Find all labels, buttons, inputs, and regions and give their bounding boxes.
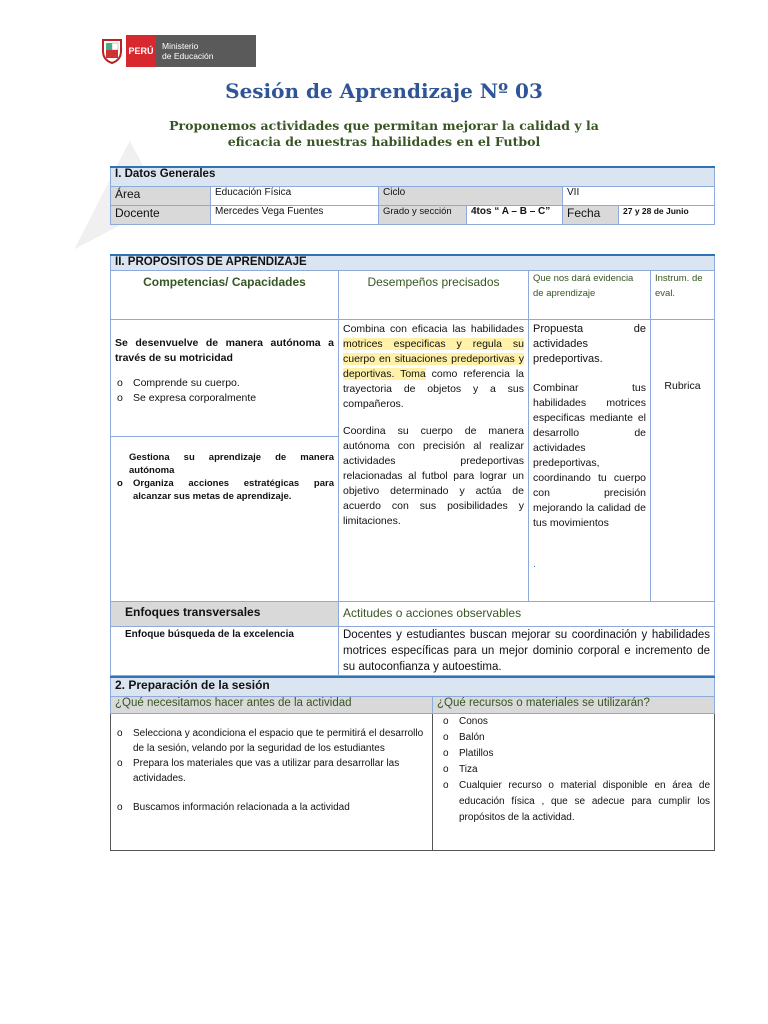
datos-generales-heading: I. Datos Generales — [111, 167, 715, 187]
ministry-name: Ministerio de Educación — [156, 35, 256, 67]
evidencia-text: Combinar tus habilidades motrices especificas mediante el desarrollo de actividades predeportivas, coordinando tu cuerpo con precisión mejorando la calidad de tus movimientos — [533, 382, 646, 529]
propositos-heading: II. PROPÓSITOS DE APRENDIZAJE — [111, 255, 715, 271]
enfoques-header: Enfoques transversales — [111, 602, 339, 627]
actitudes-header: Actitudes o acciones observables — [339, 602, 715, 627]
fecha-value: 27 y 28 de Junio — [619, 206, 715, 225]
peru-label: PERÚ — [126, 35, 156, 67]
fecha-label: Fecha — [563, 206, 619, 225]
desempeno-2: Coordina su cuerpo de manera autónoma con precisión al realizar actividades predeportivas relacionadas al futbol para lograr un objetivo determinado y actúa de acuerdo con sus posibilidades y limitaciones. — [343, 425, 524, 527]
antes-item: o Buscamos información relacionada a la actividad — [115, 800, 428, 815]
recurso-item: o Conos — [441, 714, 710, 730]
capacidad-item: o Organiza acciones estratégicas para alcanzar sus metas de aprendizaje. — [115, 477, 334, 503]
instrum-header: Instrum. de eval. — [651, 271, 715, 320]
recurso-item: o Cualquier recurso o material disponible en área de educación física , que se adecue para cumplir los propósitos de la actividad. — [441, 778, 710, 826]
highlighted-text: motrices especificas y regula su cuerpo en situaciones predeportivas y deportivas. Toma — [343, 338, 524, 380]
recurso-item: o Platillos — [441, 746, 710, 762]
recursos-header: ¿Qué recursos o materiales se utilizarán? — [433, 697, 715, 714]
antes-list — [115, 726, 428, 815]
antes-cell — [111, 714, 433, 851]
competencia-2-cell — [111, 437, 339, 602]
competencia-2-title: Gestiona su aprendizaje de manera autónoma — [129, 452, 334, 476]
recurso-item: o Balón — [441, 730, 710, 746]
actitud-value: Docentes y estudiantes buscan mejorar su coordinación y habilidades motrices específicas para un mejor dominio corporal e incremento de su autoconfianza y autoestima. — [339, 627, 715, 676]
preparacion-table — [110, 676, 715, 851]
competencia-1-capacidades — [115, 376, 334, 406]
capacidad-item: o Comprende su cuerpo. — [115, 376, 334, 391]
evidencia-cell — [529, 320, 651, 602]
competencia-1-title: Se desenvuelve de manera autónoma a través de su motricidad — [115, 337, 334, 364]
competencia-2-capacidades — [115, 477, 334, 503]
competencia-1-cell — [111, 320, 339, 437]
docente-label: Docente — [111, 206, 211, 225]
capacidad-item: o Se expresa corporalmente — [115, 391, 334, 406]
antes-item: o Prepara los materiales que vas a utilizar para desarrollar las actividades. — [115, 756, 428, 786]
area-value: Educación Física — [211, 187, 379, 206]
antes-item: o Selecciona y acondiciona el espacio que te permitirá el desarrollo de la sesión, velando por la seguridad de los estudiantes — [115, 726, 428, 756]
desempenos-cell: Combina con eficacia las habilidades motrices especificas y regula su cuerpo en situaciones predeportivas y deportivas. Toma como referencia la trayectoria de objetos y a sus compañeros. Coordina su cuerpo de manera autónoma con precisión al realizar actividades predeportivas relacionadas al futbol para lograr un objetivo determinado y actúa de acuerdo con sus posibilidades y limitaciones. — [339, 320, 529, 602]
desempenos-header: Desempeños precisados — [339, 271, 529, 320]
enfoque-value: Enfoque búsqueda de la excelencia — [111, 627, 339, 676]
antes-header: ¿Qué necesitamos hacer antes de la actividad — [111, 697, 433, 714]
recursos-cell — [433, 714, 715, 851]
recurso-item: o Tiza — [441, 762, 710, 778]
ciclo-value: VII — [563, 187, 715, 206]
preparacion-heading: 2. Preparación de la sesión — [111, 677, 715, 697]
session-subtitle: Proponemos actividades que permitan mejorar la calidad y la eficacia de nuestras habilidades en el Futbol — [169, 118, 599, 149]
propositos-table — [110, 254, 715, 676]
evidencia-title: Propuesta de actividades predeportivas. — [533, 323, 646, 365]
instrumento-value: Rubrica — [651, 320, 715, 602]
datos-generales-table — [110, 166, 715, 225]
competencias-header: Competencias/ Capacidades — [111, 271, 339, 320]
evidencia-header: Que nos dará evidencia de aprendizaje — [529, 271, 651, 320]
session-title: Sesión de Aprendizaje Nº 03 — [225, 79, 543, 103]
grado-value: 4tos “ A – B – C” — [467, 206, 563, 225]
docente-value: Mercedes Vega Fuentes — [211, 206, 379, 225]
coat-of-arms-icon — [98, 35, 126, 67]
grado-label: Grado y sección — [379, 206, 467, 225]
evidencia-dot: . — [533, 558, 536, 570]
recursos-list — [437, 714, 710, 826]
ciclo-label: Ciclo — [379, 187, 563, 206]
area-label: Área — [111, 187, 211, 206]
ministry-logo — [98, 35, 256, 67]
